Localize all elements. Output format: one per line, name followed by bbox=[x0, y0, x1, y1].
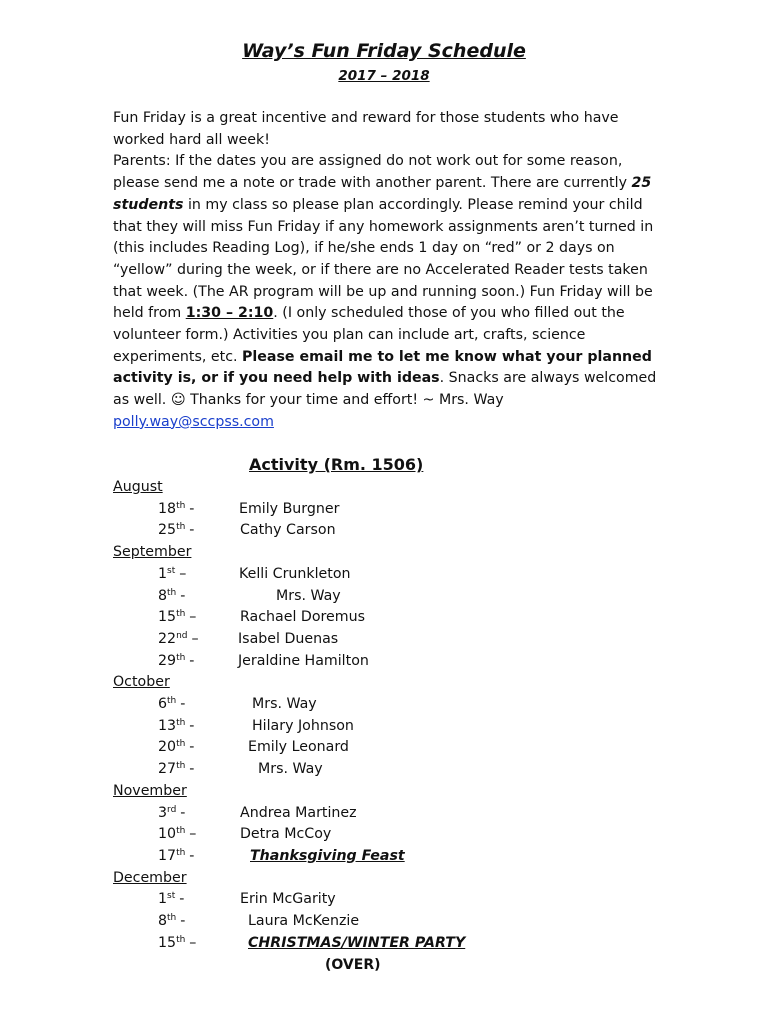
schedule-row bbox=[0, 759, 768, 781]
date-suffix: th bbox=[176, 847, 186, 858]
date-day: 20 bbox=[158, 739, 177, 756]
volunteer-name: Kelli Crunkleton bbox=[239, 565, 351, 582]
date-suffix: st bbox=[167, 891, 176, 902]
schedule-date bbox=[158, 716, 194, 738]
schedule-date bbox=[158, 607, 196, 629]
email-request: Please email me to let me know what your planned activity is, or if you need help with ideas bbox=[113, 348, 652, 387]
date-day: 6 bbox=[158, 696, 168, 712]
volunteer-name: Hilary Johnson bbox=[252, 717, 354, 734]
schedule-row bbox=[0, 586, 768, 608]
date-suffix: th bbox=[176, 739, 186, 750]
date-suffix: th bbox=[176, 826, 186, 837]
date-dash: – bbox=[189, 609, 197, 626]
volunteer-name: Laura McKenzie bbox=[248, 913, 360, 929]
schedule-date bbox=[158, 846, 194, 868]
schedule-row bbox=[0, 803, 768, 825]
date-dash: - bbox=[189, 739, 195, 756]
date-day: 18 bbox=[158, 500, 177, 517]
schedule-date bbox=[158, 803, 185, 825]
date-dash: – bbox=[189, 826, 197, 843]
date-day: 3 bbox=[158, 804, 168, 821]
month-label: September bbox=[113, 544, 192, 561]
schedule-date bbox=[158, 759, 194, 781]
date-suffix: th bbox=[176, 522, 186, 533]
volunteer-name: Jeraldine Hamilton bbox=[238, 652, 369, 669]
volunteer-name: Detra McCoy bbox=[240, 826, 332, 843]
schedule-event: Thanksgiving Feast bbox=[250, 847, 405, 864]
schedule-row bbox=[0, 846, 768, 868]
intro-text-c: . (I only scheduled those of you who filled out the volunteer form.) Activities you plan can include art, crafts, science experiments, etc. bbox=[113, 305, 625, 365]
over-note: (OVER) bbox=[325, 957, 381, 973]
date-dash: - bbox=[189, 847, 195, 864]
date-dash: - bbox=[180, 804, 186, 821]
date-day: 13 bbox=[158, 717, 177, 734]
school-year: 2017 – 2018 bbox=[338, 68, 430, 84]
page-title: Way’s Fun Friday Schedule bbox=[242, 40, 526, 62]
date-suffix: th bbox=[176, 761, 186, 772]
schedule-date bbox=[158, 694, 185, 716]
date-day: 25 bbox=[158, 522, 177, 539]
activity-heading: Activity (Rm. 1506) bbox=[249, 455, 424, 474]
date-suffix: th bbox=[176, 609, 186, 620]
date-day: 10 bbox=[158, 826, 177, 843]
volunteer-name: Mrs. Way bbox=[252, 696, 317, 712]
intro-paragraph-1: Fun Friday is a great incentive and reward for those students who have worked hard all week! bbox=[113, 110, 619, 148]
schedule-date bbox=[158, 911, 185, 933]
date-suffix: rd bbox=[167, 804, 177, 815]
schedule-row bbox=[0, 694, 768, 716]
date-suffix: th bbox=[167, 587, 177, 598]
date-day: 8 bbox=[158, 587, 168, 604]
schedule-date bbox=[158, 564, 186, 586]
month-label: August bbox=[113, 479, 163, 495]
schedule-row bbox=[0, 737, 768, 759]
date-suffix: nd bbox=[176, 630, 188, 641]
month-label: October bbox=[113, 674, 170, 691]
intro-text-b: in my class so please plan accordingly. Please remind your child that they will miss Fun Friday if any homework assignments aren’t turned in (this includes Reading Log), if he/she ends 1 day on “red” or 2 days on “yellow” during the week, or if there are no Accelerated Reader tests taken that week. (The AR program will be up and running soon.) Fun Friday will be held from bbox=[113, 196, 654, 322]
date-day: 1 bbox=[158, 565, 168, 582]
date-dash: – bbox=[191, 630, 199, 647]
schedule-event: CHRISTMAS/WINTER PARTY bbox=[248, 934, 466, 951]
schedule-row bbox=[0, 651, 768, 673]
date-day: 17 bbox=[158, 847, 177, 864]
date-suffix: th bbox=[167, 696, 177, 706]
schedule-row bbox=[0, 607, 768, 629]
date-day: 8 bbox=[158, 913, 168, 929]
date-day: 22 bbox=[158, 630, 177, 647]
date-dash: – bbox=[189, 934, 197, 951]
volunteer-name: Isabel Duenas bbox=[238, 630, 339, 647]
schedule-date bbox=[158, 520, 194, 542]
date-day: 27 bbox=[158, 761, 177, 778]
schedule-date bbox=[158, 499, 194, 521]
schedule-row bbox=[0, 499, 768, 521]
date-day: 29 bbox=[158, 652, 177, 669]
schedule-row bbox=[0, 889, 768, 911]
intro-text-d: . Snacks are always welcomed as well. ☺ Thanks for your time and effort! ~ Mrs. Way bbox=[113, 370, 657, 409]
schedule-date bbox=[158, 889, 184, 911]
schedule-date bbox=[158, 629, 199, 651]
date-dash: - bbox=[180, 913, 186, 929]
month-label: November bbox=[113, 782, 187, 799]
schedule-row bbox=[0, 629, 768, 651]
date-day: 1 bbox=[158, 891, 168, 908]
date-day: 15 bbox=[158, 934, 177, 951]
schedule-date bbox=[158, 933, 196, 955]
parents-label: Parents bbox=[113, 153, 166, 170]
date-suffix: th bbox=[167, 913, 177, 923]
email-link[interactable]: polly.way@sccpss.com bbox=[113, 413, 274, 430]
volunteer-name: Emily Burgner bbox=[239, 500, 340, 517]
volunteer-name: Erin McGarity bbox=[240, 891, 336, 908]
schedule-date bbox=[158, 586, 185, 608]
volunteer-name: Emily Leonard bbox=[248, 739, 349, 756]
volunteer-name: Mrs. Way bbox=[258, 761, 323, 778]
date-suffix: th bbox=[176, 934, 186, 945]
date-dash: - bbox=[179, 891, 185, 908]
date-suffix: st bbox=[167, 565, 176, 576]
schedule-date bbox=[158, 651, 194, 673]
schedule-row bbox=[0, 716, 768, 738]
date-dash: - bbox=[189, 500, 195, 517]
schedule-date bbox=[158, 824, 196, 846]
date-dash: - bbox=[189, 717, 195, 734]
intro-paragraph-2 bbox=[113, 151, 663, 411]
date-dash: - bbox=[189, 652, 195, 669]
volunteer-name: Andrea Martinez bbox=[240, 804, 357, 821]
volunteer-name: Cathy Carson bbox=[240, 522, 336, 539]
schedule-row bbox=[0, 933, 768, 955]
date-dash: – bbox=[179, 565, 187, 582]
date-dash: - bbox=[189, 522, 195, 539]
fun-friday-time: 1:30 – 2:10 bbox=[185, 305, 274, 322]
volunteer-name: Mrs. Way bbox=[276, 587, 341, 604]
schedule-row bbox=[0, 564, 768, 586]
intro-text-a: : If the dates you are assigned do not work out for some reason, please send me a note or trade with another parent. There are currently bbox=[113, 153, 632, 192]
date-day: 15 bbox=[158, 609, 177, 626]
schedule-row bbox=[0, 520, 768, 542]
volunteer-name: Rachael Doremus bbox=[240, 609, 365, 626]
student-count: 25 students bbox=[113, 175, 652, 213]
date-suffix: th bbox=[176, 652, 186, 663]
date-dash: - bbox=[189, 761, 195, 778]
month-label: December bbox=[113, 869, 187, 886]
schedule-row bbox=[0, 911, 768, 933]
schedule-row bbox=[0, 824, 768, 846]
date-suffix: th bbox=[176, 717, 186, 728]
date-dash: - bbox=[180, 587, 186, 604]
date-suffix: th bbox=[176, 500, 186, 511]
schedule-date bbox=[158, 737, 194, 759]
date-dash: - bbox=[180, 696, 186, 712]
intro-text bbox=[113, 108, 663, 434]
